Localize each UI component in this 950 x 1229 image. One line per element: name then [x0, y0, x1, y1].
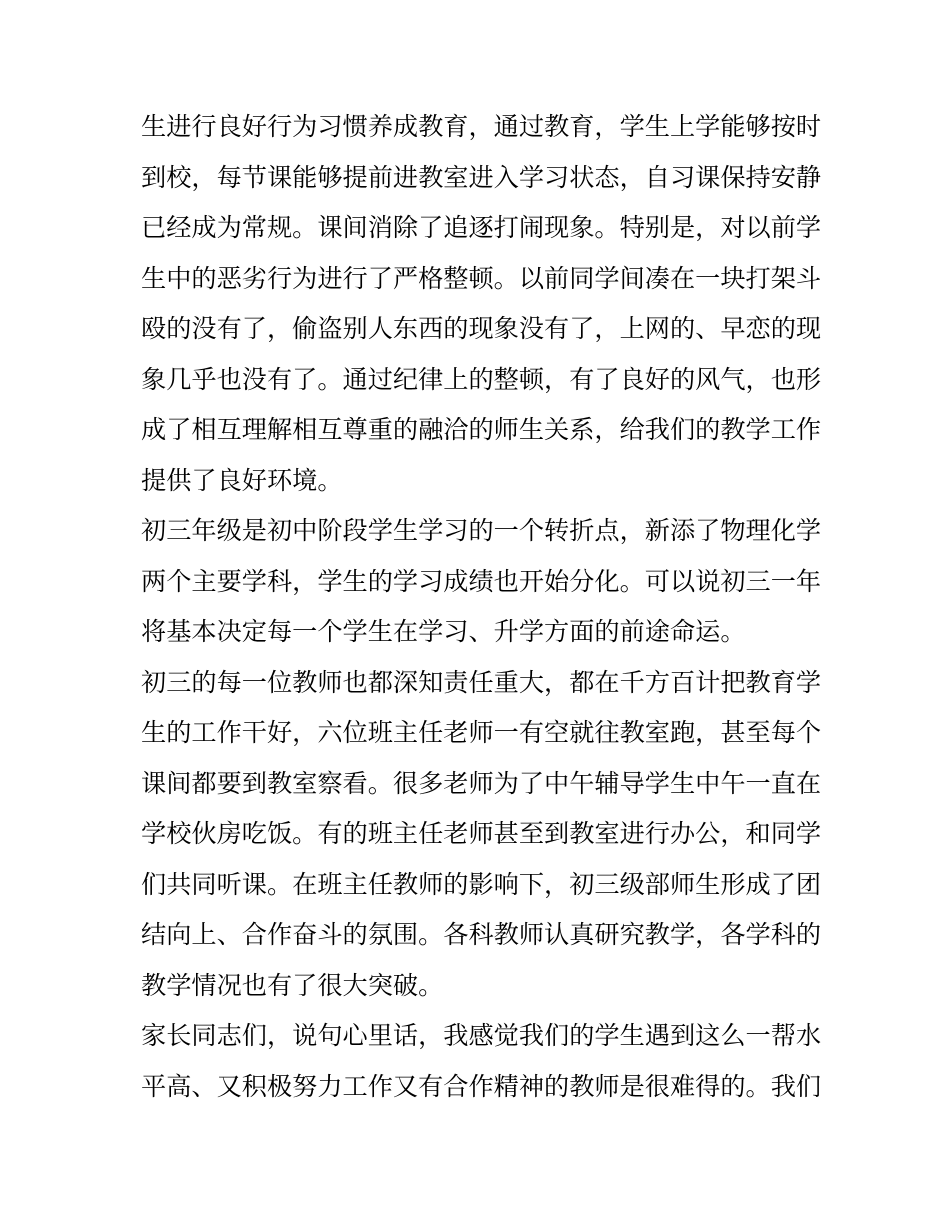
text-line: 将基本决定每一个学生在学习、升学方面的前途命运。 — [141, 617, 746, 646]
text-line: 已经成为常规。课间消除了追逐打闹现象。特别是，对以前学 — [141, 213, 822, 242]
text-line: 初三年级是初中阶段学生学习的一个转折点，新添了物理化学 — [141, 516, 822, 545]
text-line: 提供了良好环境。 — [141, 465, 343, 495]
text-line: 们共同听课。在班主任教师的影响下，初三级部师生形成了团 — [141, 869, 822, 899]
text-line: 家长同志们，说句心里话，我感觉我们的学生遇到这么一帮水 — [141, 1021, 822, 1050]
text-line: 生进行良好行为习惯养成教育，通过教育，学生上学能够按时 — [141, 112, 822, 141]
text-line: 课间都要到教室察看。很多老师为了中午辅导学生中午一直在 — [141, 768, 822, 798]
text-line: 初三的每一位教师也都深知责任重大，都在千方百计把教育学 — [141, 667, 822, 697]
text-line: 教学情况也有了很大突破。 — [141, 970, 444, 1000]
text-line: 结向上、合作奋斗的氛围。各科教师认真研究教学，各学科的 — [141, 920, 822, 949]
text-line: 象几乎也没有了。通过纪律上的整顿，有了良好的风气，也形 — [141, 364, 822, 394]
text-line: 生中的恶劣行为进行了严格整顿。以前同学间凑在一块打架斗 — [141, 263, 822, 293]
text-line: 到校，每节课能够提前进教室进入学习状态，自习课保持安静 — [141, 162, 822, 192]
text-line: 成了相互理解相互尊重的融洽的师生关系，给我们的教学工作 — [141, 415, 822, 444]
text-line: 平高、又积极努力工作又有合作精神的教师是很难得的。我们 — [141, 1071, 822, 1101]
text-line: 两个主要学科，学生的学习成绩也开始分化。可以说初三一年 — [141, 566, 822, 596]
text-line: 殴的没有了，偷盗别人东西的现象没有了，上网的、早恋的现 — [141, 314, 822, 343]
text-line: 生的工作干好，六位班主任老师一有空就往教室跑，甚至每个 — [141, 718, 822, 747]
body-text — [141, 102, 822, 1112]
text-line: 学校伙房吃饭。有的班主任老师甚至到教室进行办公，和同学 — [141, 819, 822, 848]
